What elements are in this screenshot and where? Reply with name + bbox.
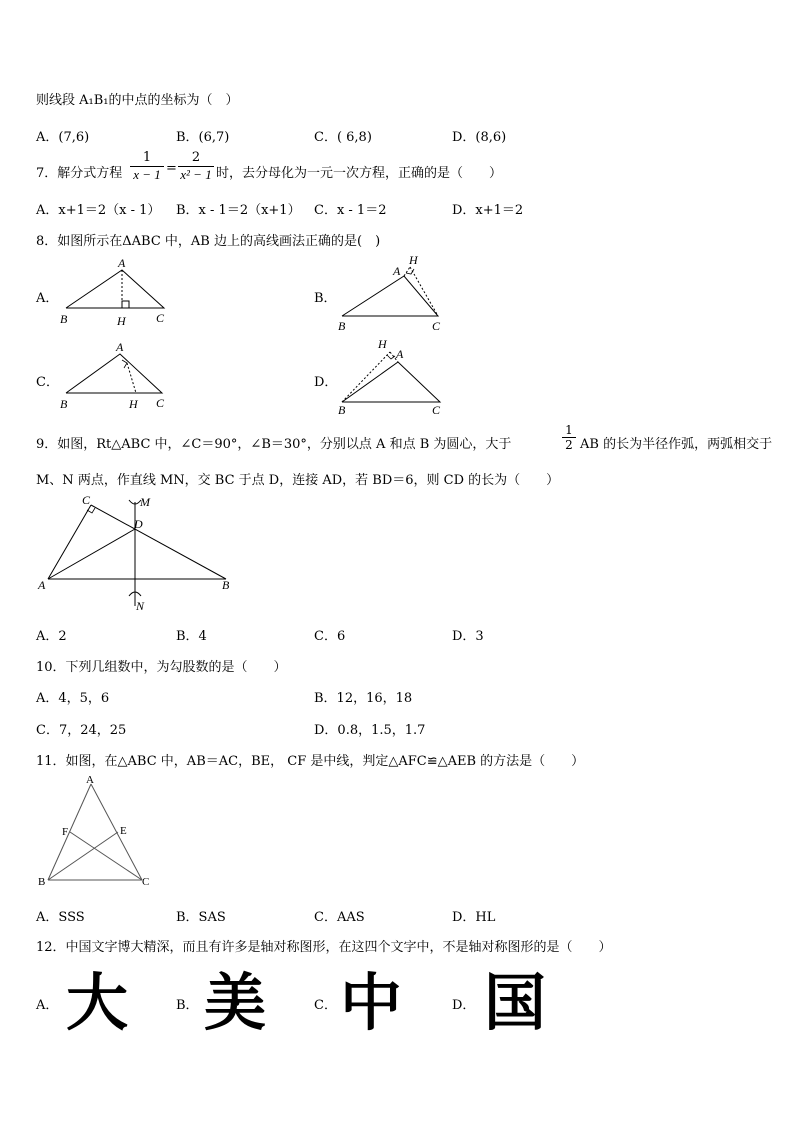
q8c-label-h: H [129,397,138,411]
q7-option-b[interactable]: B．x - 1＝2（x+1） [176,203,301,218]
q9-option-c[interactable]: C．6 [314,629,346,644]
q11-label-a: A [86,774,94,786]
q8a-label-c: C [156,311,165,325]
q9-half-numerator: 1 [565,423,573,437]
q8-option-d[interactable]: D． [314,375,338,390]
q9-option-b[interactable]: B．4 [176,629,207,644]
q9-label-a: A [38,578,46,592]
q9-option-a[interactable]: A．2 [36,629,67,644]
q8-figure-a [56,256,176,328]
q7-prefix: 7．解分式方程 [36,166,123,181]
q7-frac2-denominator: x² − 1 [178,166,214,183]
q8-figure-d [332,334,452,418]
q6-option-b[interactable]: B．(6,7) [176,130,230,145]
q12-option-a[interactable]: A． [36,998,59,1013]
q8b-label-b: B [338,319,346,333]
q12-option-c[interactable]: C． [314,998,337,1013]
q12-char-guo: 国 [484,966,547,1039]
q9-half-fraction [562,423,576,452]
q11-stem: 11．如图，在△ABC 中，AB＝AC，BE， CF 是中线，判定△AFC≌△AEB 的方法是（ ） [36,754,585,769]
q9-label-n: N [136,599,145,613]
q8-figure-c [56,340,176,414]
q9-option-d[interactable]: D．3 [452,629,484,644]
q9-label-b: B [222,578,230,592]
q8c-label-b: B [60,397,68,411]
q10-stem: 10．下列几组数中，为勾股数的是（ ） [36,660,287,675]
q7-equals: = [166,161,177,176]
q7-frac2-numerator: 2 [191,150,201,165]
q8c-label-c: C [156,396,165,410]
q11-label-f: F [62,826,69,838]
q8-option-b[interactable]: B． [314,291,337,306]
q7-frac1-numerator: 1 [142,150,152,165]
q11-option-d[interactable]: D．HL [452,910,496,925]
q8d-label-h: H [378,337,387,351]
q11-label-c: C [142,876,150,888]
q10-option-c[interactable]: C．7，24，25 [36,723,127,738]
q12-option-d[interactable]: D． [452,998,476,1013]
q6-stem: 则线段 A₁B₁的中点的坐标为（ ） [36,93,239,108]
q9-line1-pre: 9．如图，Rt△ABC 中，∠C＝90°，∠B＝30°，分别以点 A 和点 B 为圆心，大于 [36,437,512,452]
q8-figure-b [332,250,452,334]
q8d-label-c: C [432,403,441,417]
q6-option-d[interactable]: D．(8,6) [452,130,507,145]
q8a-label-h: H [117,314,126,328]
q9-half-denominator: 2 [562,437,576,452]
q9-label-d: D [134,517,143,531]
q11-option-a[interactable]: A．SSS [36,910,85,925]
q8b-label-a: A [393,264,401,278]
q9-label-c: C [82,493,91,507]
q10-option-b[interactable]: B．12，16，18 [314,691,413,706]
q9-figure [34,492,234,616]
q9-line2: M、N 两点，作直线 MN，交 BC 于点 D，连接 AD，若 BD＝6，则 CD 的长为（ ） [36,473,560,488]
q6-option-a[interactable]: A．(7,6) [36,130,90,145]
q8d-label-a: A [396,347,404,361]
q7-frac2 [178,150,214,183]
q7-frac1 [130,150,164,183]
q8a-label-a: A [118,256,126,270]
q6-option-c[interactable]: C．( 6,8) [314,130,372,145]
q7-option-c[interactable]: C．x - 1＝2 [314,203,387,218]
q7-option-a[interactable]: A．x+1＝2（x - 1） [36,203,161,218]
q8a-label-b: B [60,312,68,326]
q11-label-b: B [38,876,46,888]
q8-option-c[interactable]: C． [36,375,59,390]
q8b-label-h: H [409,253,418,267]
q12-stem: 12．中国文字博大精深，而且有许多是轴对称图形，在这四个文字中，不是轴对称图形的是（ ） [36,940,612,955]
q12-char-zhong: 中 [340,966,403,1039]
q11-option-c[interactable]: C．AAS [314,910,365,925]
q10-option-d[interactable]: D．0.8，1.5，1.7 [314,723,426,738]
q12-char-mei: 美 [204,966,267,1039]
q8c-label-a: A [116,340,124,354]
q12-option-b[interactable]: B． [176,998,199,1013]
q9-line1-post: AB 的长为半径作弧，两弧相交于 [580,437,773,452]
q11-label-e: E [120,825,127,837]
q11-option-b[interactable]: B．SAS [176,910,226,925]
q8-stem: 8．如图所示在ΔABC 中，AB 边上的高线画法正确的是( ) [36,234,381,249]
q8d-label-b: B [338,403,346,417]
q12-char-da: 大 [66,966,129,1039]
q11-figure [34,774,158,890]
q8-option-a[interactable]: A． [36,291,59,306]
q8b-label-c: C [432,319,441,333]
q7-option-d[interactable]: D．x+1＝2 [452,203,524,218]
q7-frac1-denominator: x − 1 [130,166,164,183]
q7-suffix: 时，去分母化为一元一次方程，正确的是（ ） [216,166,503,181]
q10-option-a[interactable]: A．4，5，6 [36,691,110,706]
q9-label-m: M [140,495,150,509]
